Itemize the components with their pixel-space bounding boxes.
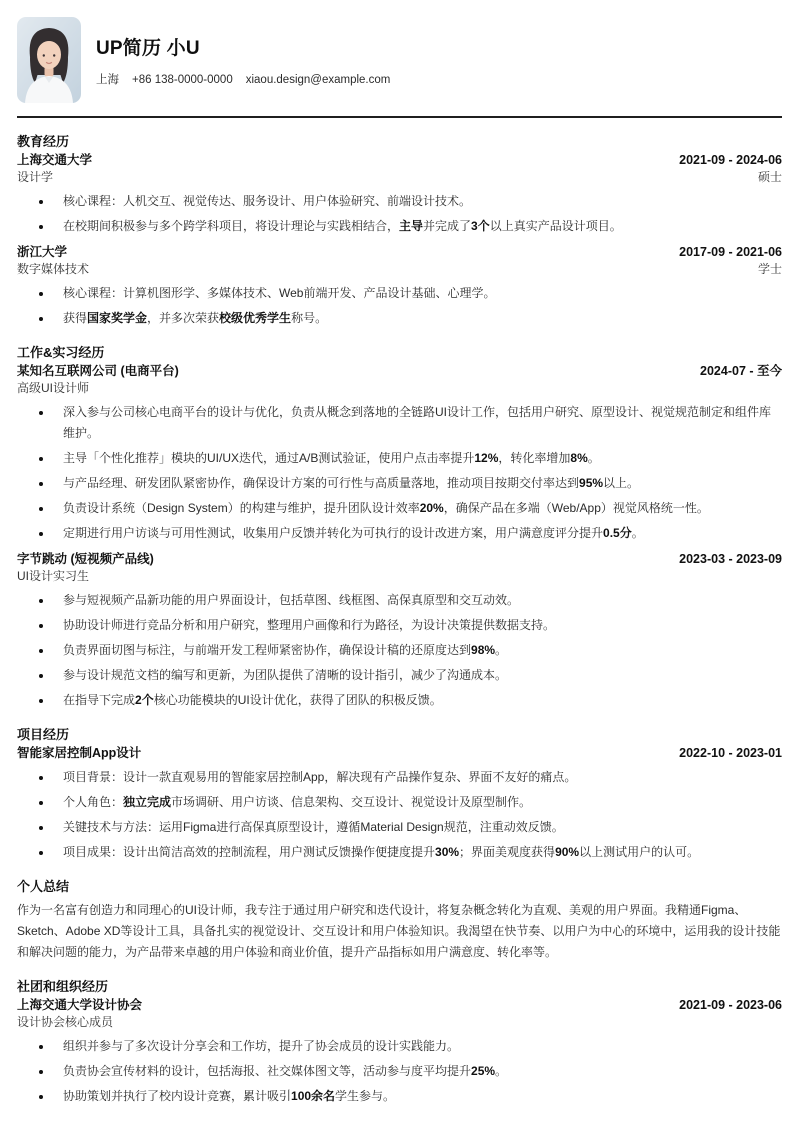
bullet-text-emphasis: 100余名: [291, 1089, 336, 1103]
entry-subtitle-row: [17, 380, 782, 397]
bullet-text: 。: [495, 643, 508, 657]
bullet-item: [63, 1036, 782, 1057]
resume-entry: [17, 745, 782, 863]
bullet-list: [17, 191, 782, 237]
bullet-text: ，并多次荣获: [147, 311, 220, 325]
bullet-text-emphasis: 2个: [135, 693, 154, 707]
profile-photo-illustration: [17, 17, 81, 103]
entry-title-row: [17, 997, 782, 1014]
profile-photo: [17, 17, 81, 103]
bullet-text: 获得: [63, 311, 88, 325]
entry-side: 硕士: [757, 170, 782, 184]
entry-title: 字节跳动 (短视频产品线): [17, 552, 154, 566]
entry-title-row: [17, 152, 782, 169]
bullet-list: [17, 402, 782, 544]
bullet-text: 参与设计规范文档的编写和更新，为团队提供了清晰的设计指引，减少了沟通成本。: [63, 668, 508, 682]
bullet-item: [63, 473, 782, 494]
entry-side: 学士: [757, 262, 782, 276]
contact-location: 上海: [96, 74, 119, 86]
bullet-list: [17, 1036, 782, 1107]
bullet-text: 负责设计系统（Design System）的构建与维护，提升团队设计效率: [63, 501, 420, 515]
bullet-text-emphasis: 0.5分: [603, 526, 632, 540]
bullet-text: ，转化率增加: [498, 451, 571, 465]
bullet-text: 项目成果：设计出简洁高效的控制流程，用户测试反馈操作便捷度提升: [63, 845, 436, 859]
bullet-item: [63, 792, 782, 813]
section-body: [17, 900, 782, 963]
bullet-text: 核心功能模块的UI设计优化，获得了团队的积极反馈。: [153, 693, 442, 707]
entry-subtitle-row: [17, 169, 782, 186]
entry-title: 浙江大学: [17, 245, 68, 259]
bullet-item: [63, 817, 782, 838]
section-body: [17, 745, 782, 863]
bullet-text: 学生参与。: [335, 1089, 396, 1103]
entry-title: 智能家居控制App设计: [17, 746, 142, 760]
entry-title: 某知名互联网公司 (电商平台): [17, 364, 179, 378]
bullet-text-emphasis: 8%: [570, 451, 588, 465]
bullet-text: ，确保产品在多端（Web/App）视觉风格统一性。: [443, 501, 709, 515]
bullet-text: 市场调研、用户访谈、信息架构、交互设计、视觉设计及原型制作。: [171, 795, 532, 809]
entry-date: 2022-10 - 2023-01: [679, 746, 782, 760]
entry-date: 2017-09 - 2021-06: [679, 245, 782, 259]
resume-entry: [17, 152, 782, 237]
bullet-text: 协助策划并执行了校内设计竞赛，累计吸引: [63, 1089, 292, 1103]
entry-subtitle-row: [17, 261, 782, 278]
entry-date: 2023-03 - 2023-09: [679, 552, 782, 566]
entry-date: 2021-09 - 2023-06: [679, 998, 782, 1012]
bullet-text: 核心课程：人机交互、视觉传达、服务设计、用户体验研究、前端设计技术。: [63, 194, 472, 208]
entry-title-row: [17, 244, 782, 261]
resume-entry: [17, 997, 782, 1107]
entry-title-row: [17, 745, 782, 762]
bullet-text: 参与短视频产品新功能的用户界面设计，包括草图、线框图、高保真原型和交互动效。: [63, 593, 520, 607]
bullet-text: 。: [495, 1064, 508, 1078]
contact-email: xiaou.design@example.com: [245, 74, 391, 86]
summary-paragraph: 作为一名富有创造力和同理心的UI设计师，我专注于通过用户研究和迭代设计，将复杂概念转化为直观、美观的用户界面。我精通Figma、Sketch、Adobe XD等设计工具，具备扎实的视觉设计、交互设计和用户体验知识。我渴望在快节奏、以用户为中心的环境中，运用我的设计技能和解决问题的能力，为产品带来卓越的用户体验和商业价值，提升产品指标如用户满意度、转化率等。: [17, 903, 781, 959]
bullet-item: [63, 523, 782, 544]
bullet-text: 在校期间积极参与多个跨学科项目，将设计理论与实践相结合，: [63, 219, 400, 233]
bullet-text: 。: [631, 526, 644, 540]
bullet-item: [63, 842, 782, 863]
section-body: [17, 997, 782, 1107]
section-body: [17, 363, 782, 711]
bullet-text: 以上真实产品设计项目。: [489, 219, 622, 233]
bullet-item: [63, 191, 782, 212]
bullet-text: 。: [587, 451, 600, 465]
bullet-item: [63, 308, 782, 329]
bullet-text: 在指导下完成: [63, 693, 136, 707]
bullet-text: 项目背景：设计一款直观易用的智能家居控制App，解决现有产品操作复杂、界面不友好的痛点。: [63, 770, 577, 784]
identity-block: [96, 33, 390, 87]
entry-subtitle: 设计协会核心成员: [17, 1015, 114, 1029]
bullet-item: [63, 498, 782, 519]
bullet-list: [17, 590, 782, 711]
section-title: 项目经历: [17, 727, 70, 742]
bullet-item: [63, 402, 782, 444]
bullet-item: [63, 1086, 782, 1107]
bullet-text-emphasis: 12%: [474, 451, 499, 465]
bullet-item: [63, 1061, 782, 1082]
bullet-item: [63, 283, 782, 304]
bullet-text-emphasis: 30%: [435, 845, 460, 859]
bullet-list: [17, 283, 782, 329]
bullet-text: 个人角色：: [63, 795, 124, 809]
resume-section: [17, 344, 782, 711]
entry-subtitle: 设计学: [17, 170, 54, 184]
bullet-text-emphasis: 95%: [579, 476, 604, 490]
resume-section: [17, 133, 782, 329]
entry-date: 2021-09 - 2024-06: [679, 153, 782, 167]
section-title: 社团和组织经历: [17, 979, 109, 994]
entry-date: 2024-07 - 至今: [700, 364, 782, 378]
entry-title: 上海交通大学: [17, 153, 93, 167]
contact-phone: +86 138-0000-0000: [132, 74, 233, 86]
bullet-text-emphasis: 25%: [471, 1064, 496, 1078]
bullet-text: 称号。: [291, 311, 328, 325]
bullet-text: 组织并参与了多次设计分享会和工作坊，提升了协会成员的设计实践能力。: [63, 1039, 460, 1053]
header-divider: [17, 116, 782, 118]
section-title: 工作&实习经历: [17, 345, 105, 360]
bullet-item: [63, 640, 782, 661]
resume-header: [17, 17, 782, 103]
bullet-text-emphasis: 3个: [471, 219, 490, 233]
entry-subtitle-row: [17, 568, 782, 585]
resume-entry: [17, 363, 782, 544]
bullet-text: 协助设计师进行竞品分析和用户研究，整理用户画像和行为路径，为设计决策提供数据支持。: [63, 618, 556, 632]
bullet-text: 关键技术与方法：运用Figma进行高保真原型设计，遵循Material Design规范，注重动效反馈。: [63, 820, 564, 834]
bullet-text: 深入参与公司核心电商平台的设计与优化，负责从概念到落地的全链路UI设计工作，包括用户研究、原型设计、视觉规范制定和组件库维护。: [63, 405, 772, 440]
entry-subtitle: UI设计实习生: [17, 569, 90, 583]
section-body: [17, 152, 782, 329]
entry-subtitle: 高级UI设计师: [17, 381, 90, 395]
resume-entry: [17, 551, 782, 711]
bullet-text: 负责协会宣传材料的设计，包括海报、社交媒体图文等，活动参与度平均提升: [63, 1064, 472, 1078]
bullet-text: 主导「个性化推荐」模块的UI/UX迭代，通过A/B测试验证，使用户点击率提升: [63, 451, 475, 465]
resume-section: [17, 978, 782, 1107]
resume-section: [17, 726, 782, 863]
bullet-item: [63, 216, 782, 237]
bullet-text-emphasis: 校级优秀学生: [219, 311, 292, 325]
bullet-text-emphasis: 90%: [555, 845, 580, 859]
bullet-text-emphasis: 独立完成: [123, 795, 172, 809]
resume-section: [17, 878, 782, 963]
bullet-item: [63, 590, 782, 611]
bullet-item: [63, 615, 782, 636]
bullet-text-emphasis: 主导: [399, 219, 424, 233]
bullet-text: ；界面美观度获得: [459, 845, 556, 859]
entry-title: 上海交通大学设计协会: [17, 998, 143, 1012]
section-title: 教育经历: [17, 134, 70, 149]
bullet-text: 定期进行用户访谈与可用性测试，收集用户反馈并转化为可执行的设计改进方案，用户满意度评分提升: [63, 526, 604, 540]
entry-subtitle-row: [17, 1014, 782, 1031]
bullet-text: 并完成了: [423, 219, 472, 233]
entry-title-row: [17, 551, 782, 568]
bullet-item: [63, 448, 782, 469]
bullet-text-emphasis: 20%: [419, 501, 444, 515]
section-title: 个人总结: [17, 879, 70, 894]
bullet-item: [63, 767, 782, 788]
bullet-text-emphasis: 98%: [471, 643, 496, 657]
entry-subtitle: 数字媒体技术: [17, 262, 90, 276]
resume-entry: [17, 244, 782, 329]
bullet-list: [17, 767, 782, 863]
resume-body: [17, 133, 782, 1107]
contact-line: [96, 71, 390, 87]
bullet-text: 核心课程：计算机图形学、多媒体技术、Web前端开发、产品设计基础、心理学。: [63, 286, 496, 300]
bullet-text: 以上测试用户的认可。: [579, 845, 700, 859]
bullet-text: 负责界面切图与标注，与前端开发工程师紧密协作，确保设计稿的还原度达到: [63, 643, 472, 657]
bullet-item: [63, 665, 782, 686]
bullet-text: 以上。: [603, 476, 640, 490]
entry-title-row: [17, 363, 782, 380]
bullet-text: 与产品经理、研发团队紧密协作，确保设计方案的可行性与高质量落地，推动项目按期交付率达到: [63, 476, 580, 490]
bullet-text-emphasis: 国家奖学金: [87, 311, 148, 325]
candidate-name: UP简历 小U: [96, 38, 200, 59]
bullet-item: [63, 690, 782, 711]
